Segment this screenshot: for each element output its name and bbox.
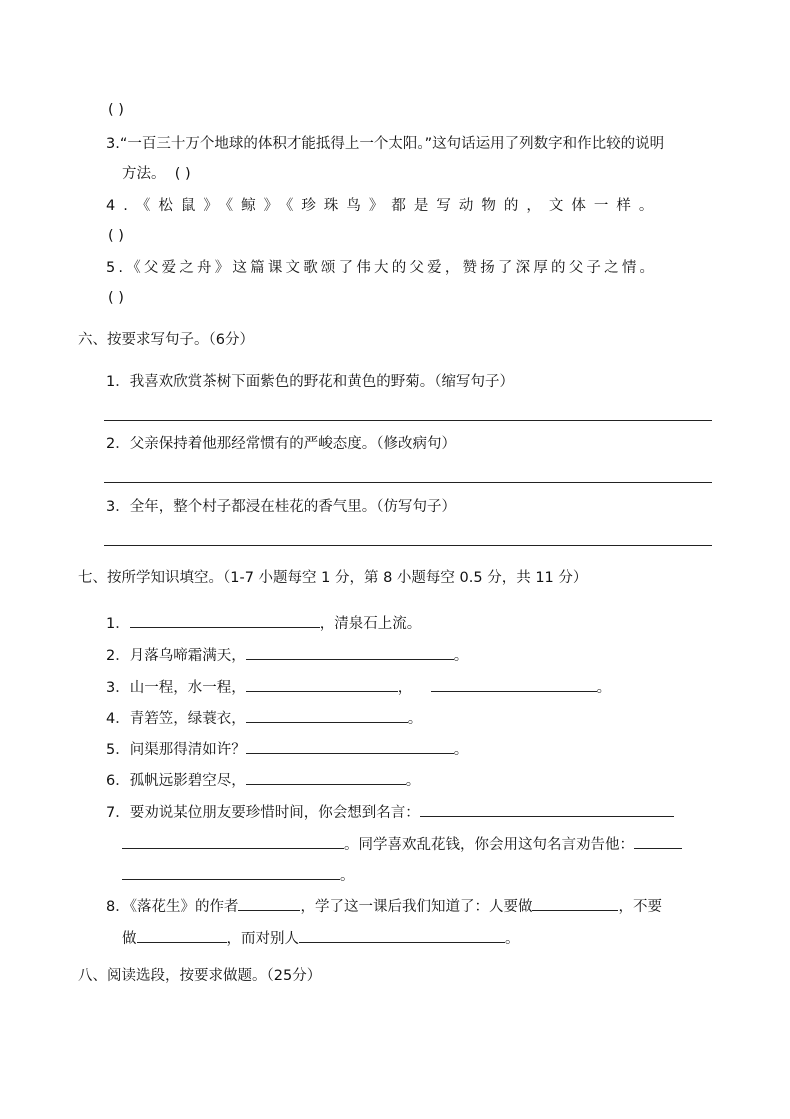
- fill-q7-blank-1[interactable]: [420, 800, 674, 817]
- judgement-3-cont: [122, 164, 191, 184]
- fill-q6-after: 。: [405, 773, 421, 789]
- fill-q4-after: 。: [407, 711, 423, 727]
- fill-q8-text-c: ，不要: [618, 899, 662, 915]
- fill-q8-text-e: ，而对别人: [226, 931, 299, 947]
- judgement-2-answer-paren[interactable]: [108, 100, 124, 120]
- fill-q4: [106, 706, 422, 729]
- fill-q7-end: [122, 863, 355, 886]
- fill-q3-before: 3．山一程，水一程，: [106, 680, 246, 696]
- fill-q8-blank-1[interactable]: [532, 894, 618, 911]
- answer-paren[interactable]: ( ): [108, 102, 124, 118]
- fill-q1-number: 1．: [106, 616, 130, 632]
- fill-q2: [106, 643, 468, 666]
- fill-q8: [106, 894, 662, 917]
- judgement-5-answer[interactable]: [108, 288, 124, 308]
- rewrite-q3-answer-line[interactable]: [104, 545, 712, 546]
- judgement-5-text: 5.《父爱之舟》这篇课文歌颂了伟大的父爱，赞扬了深厚的父子之情。: [106, 260, 658, 276]
- judgement-3-text: 3.“一百三十万个地球的体积才能抵得上一个太阳。”这句话运用了列数字和作比较的说明: [106, 136, 665, 152]
- judgement-4-answer[interactable]: [108, 226, 124, 246]
- fill-q8-blank-2[interactable]: [137, 926, 227, 943]
- judgement-3: [106, 134, 664, 154]
- fill-q8-text-a: 8．《落花生》的作者: [106, 899, 239, 915]
- fill-q7-mid: 。同学喜欢乱花钱，你会用这句名言劝告他：: [344, 837, 634, 853]
- judgement-3-answer-paren[interactable]: ( ): [174, 166, 191, 182]
- fill-q2-before: 2．月落乌啼霜满天，: [106, 648, 246, 664]
- fill-q7-blank-2b[interactable]: [122, 863, 340, 880]
- judgement-5-answer-paren[interactable]: ( ): [108, 290, 124, 306]
- fill-q7-blank-2[interactable]: [634, 832, 682, 849]
- judgement-4-answer-paren[interactable]: ( ): [108, 228, 124, 244]
- fill-q1: [106, 611, 421, 634]
- rewrite-q3-text: 3．全年，整个村子都浸在桂花的香气里。（仿写句子）: [106, 499, 456, 515]
- fill-q5: [106, 737, 468, 760]
- rewrite-q3: [106, 497, 456, 517]
- section-7-heading-text: 七、按所学知识填空。（1-7 小题每空 1 分，第 8 小题每空 0.5 分，共 11 分）: [78, 570, 588, 586]
- fill-q1-blank[interactable]: [130, 611, 320, 628]
- fill-q5-blank[interactable]: [246, 737, 454, 754]
- fill-q7-end-text: 。: [340, 868, 355, 884]
- fill-q5-after: 。: [453, 742, 469, 758]
- fill-q6-before: 6．孤帆远影碧空尽，: [106, 773, 246, 789]
- fill-q8-text-d: 做: [122, 931, 137, 947]
- fill-q8-text-b: ，学了这一课后我们知道了：人要做: [300, 899, 533, 915]
- fill-q7: [106, 800, 674, 823]
- fill-q4-before: 4．青箬笠，绿蓑衣，: [106, 711, 246, 727]
- fill-q7-cont: [122, 832, 682, 855]
- fill-q1-after: ，清泉石上流。: [319, 616, 422, 632]
- fill-q6: [106, 768, 420, 791]
- judgement-4: [106, 196, 661, 216]
- section-7-heading: [78, 568, 587, 588]
- fill-q4-blank[interactable]: [246, 706, 408, 723]
- rewrite-q1: [106, 372, 514, 392]
- rewrite-q2-text: 2．父亲保持着他那经常惯有的严峻态度。（修改病句）: [106, 436, 456, 452]
- fill-q3-mid: ，: [397, 680, 413, 696]
- fill-q8-text-f: 。: [505, 931, 520, 947]
- fill-q7-blank-1b[interactable]: [122, 832, 344, 849]
- rewrite-q1-text: 1．我喜欢欣赏茶树下面紫色的野花和黄色的野菊。（缩写句子）: [106, 374, 514, 390]
- fill-q7-before: 7．要劝说某位朋友要珍惜时间，你会想到名言：: [106, 805, 420, 821]
- fill-q2-after: 。: [453, 648, 469, 664]
- fill-q3-after: 。: [596, 680, 612, 696]
- judgement-4-text: 4.《松鼠》《鲸》《珍珠鸟》都是写动物的，文体一样。: [106, 198, 662, 214]
- rewrite-q1-answer-line[interactable]: [104, 420, 712, 421]
- rewrite-q2-answer-line[interactable]: [104, 482, 712, 483]
- fill-q8-cont: [122, 926, 520, 949]
- fill-q3: [106, 675, 611, 698]
- fill-q5-before: 5．问渠那得清如许？: [106, 742, 246, 758]
- fill-q6-blank[interactable]: [246, 768, 406, 785]
- fill-q3-blank-1[interactable]: [246, 675, 398, 692]
- section-6-heading: [78, 330, 254, 350]
- section-6-heading-text: 六、按要求写句子。（6分）: [78, 332, 254, 348]
- judgement-5: [106, 258, 657, 278]
- rewrite-q2: [106, 434, 456, 454]
- section-8-heading-text: 八、阅读选段，按要求做题。（25分）: [78, 968, 322, 984]
- section-8-heading: [78, 966, 321, 986]
- fill-q8-blank-3[interactable]: [299, 926, 505, 943]
- fill-q2-blank[interactable]: [246, 643, 454, 660]
- judgement-3-cont-text: 方法。: [122, 166, 166, 182]
- fill-q8-blank-author[interactable]: [238, 894, 300, 911]
- fill-q3-blank-2[interactable]: [431, 675, 597, 692]
